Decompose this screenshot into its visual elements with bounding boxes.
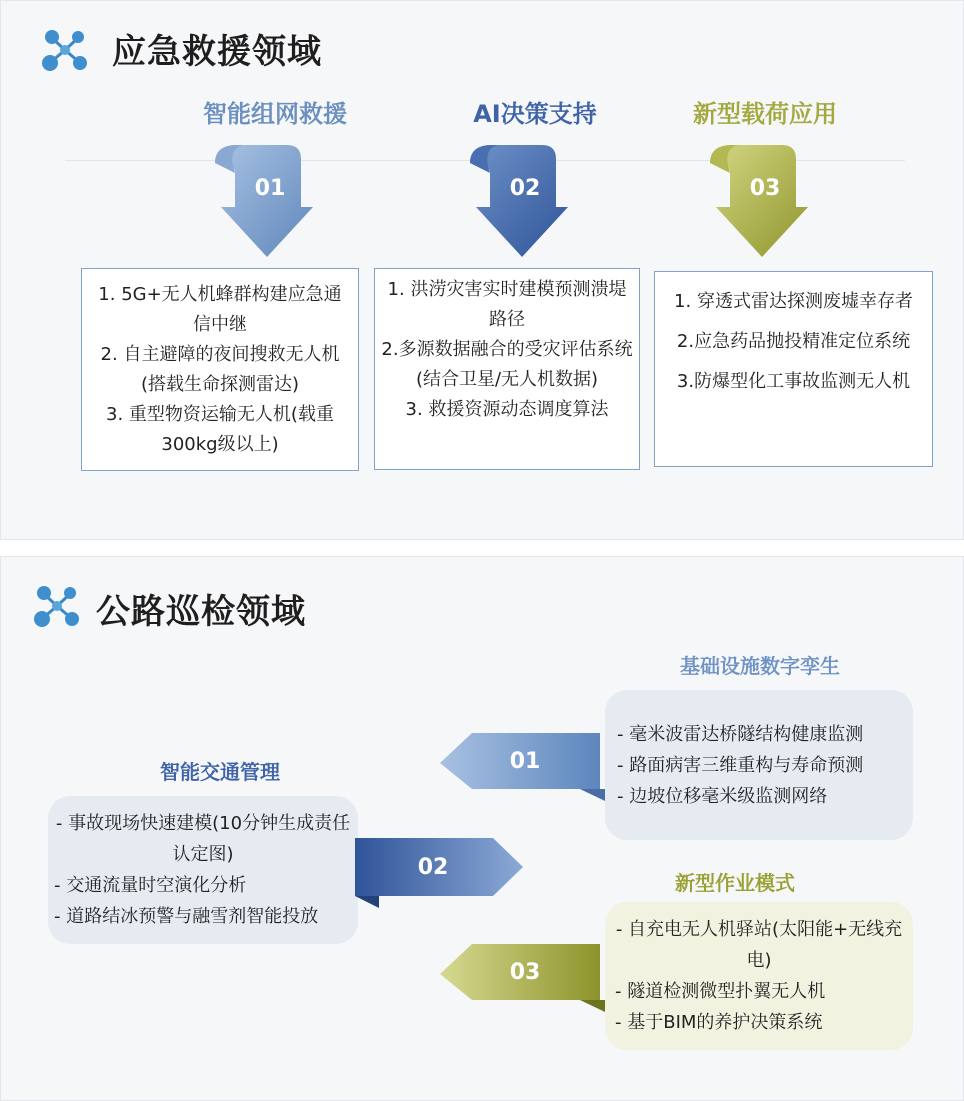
- group1-item-1: - 毫米波雷达桥隧结构健康监测: [617, 723, 864, 745]
- col3-title: 新型载荷应用: [693, 100, 837, 128]
- col1-box: [81, 268, 359, 471]
- group2-title: 智能交通管理: [160, 760, 280, 784]
- group3-item-3: - 基于BIM的养护决策系统: [615, 1012, 823, 1033]
- col1-item-2: 2. 自主避障的夜间搜救无人机(搭载生命探测雷达): [100, 343, 340, 395]
- col2-item-2: 2.多源数据融合的受灾评估系统(结合卫星/无人机数据): [381, 339, 633, 390]
- col3-item-3: 3.防爆型化工事故监测无人机: [676, 371, 911, 392]
- group2-item-1: - 事故现场快速建模(10分钟生成责任认定图): [55, 813, 351, 865]
- group1-item-3: - 边坡位移毫米级监测网络: [617, 785, 828, 807]
- col2-item-1: 1. 洪涝灾害实时建模预测溃堤路径: [387, 279, 627, 330]
- group3-item-1: - 自充电无人机驿站(太阳能+无线充电): [615, 919, 903, 971]
- ribbon-number-02: 02: [417, 855, 449, 880]
- col3-box: [654, 271, 933, 467]
- col2-box: [374, 268, 640, 470]
- col2-item-3: 3. 救援资源动态调度算法: [405, 399, 609, 420]
- col1-item-1: 1. 5G+无人机蜂群构建应急通信中继: [98, 283, 342, 335]
- down-arrow-01-icon: [205, 145, 315, 260]
- down-arrow-02-icon: [460, 145, 570, 260]
- arrow-number-02: 02: [509, 176, 541, 201]
- col2-title: AI决策支持: [473, 100, 597, 128]
- group1-box: [605, 690, 913, 840]
- down-arrow-03-icon: [700, 145, 810, 260]
- group3-box: [605, 902, 913, 1050]
- col3-item-1: 1. 穿透式雷达探测废墟幸存者: [674, 291, 913, 312]
- arrow-number-03: 03: [749, 176, 781, 201]
- arrow-number-01: 01: [254, 176, 286, 201]
- group2-item-3: - 道路结冰预警与融雪剂智能投放: [54, 906, 319, 927]
- group1-item-2: - 路面病害三维重构与寿命预测: [617, 754, 864, 776]
- molecule-logo-icon: [30, 584, 84, 630]
- group1-title: 基础设施数字孪生: [680, 654, 840, 678]
- ribbon-number-01: 01: [509, 749, 541, 774]
- section1-title: 应急救援领域: [112, 32, 322, 72]
- group2-box: [48, 796, 358, 944]
- col1-title: 智能组网救援: [203, 100, 347, 128]
- col1-item-3: 3. 重型物资运输无人机(载重300kg级以上): [106, 403, 334, 455]
- group3-item-2: - 隧道检测微型扑翼无人机: [615, 981, 826, 1002]
- ribbon-number-03: 03: [509, 960, 541, 985]
- group2-item-2: - 交通流量时空演化分析: [54, 875, 247, 896]
- col3-item-2: 2.应急药品抛投精准定位系统: [676, 331, 911, 352]
- section2-title: 公路巡检领域: [96, 592, 306, 632]
- group3-title: 新型作业模式: [675, 871, 795, 895]
- molecule-logo-icon: [38, 28, 92, 74]
